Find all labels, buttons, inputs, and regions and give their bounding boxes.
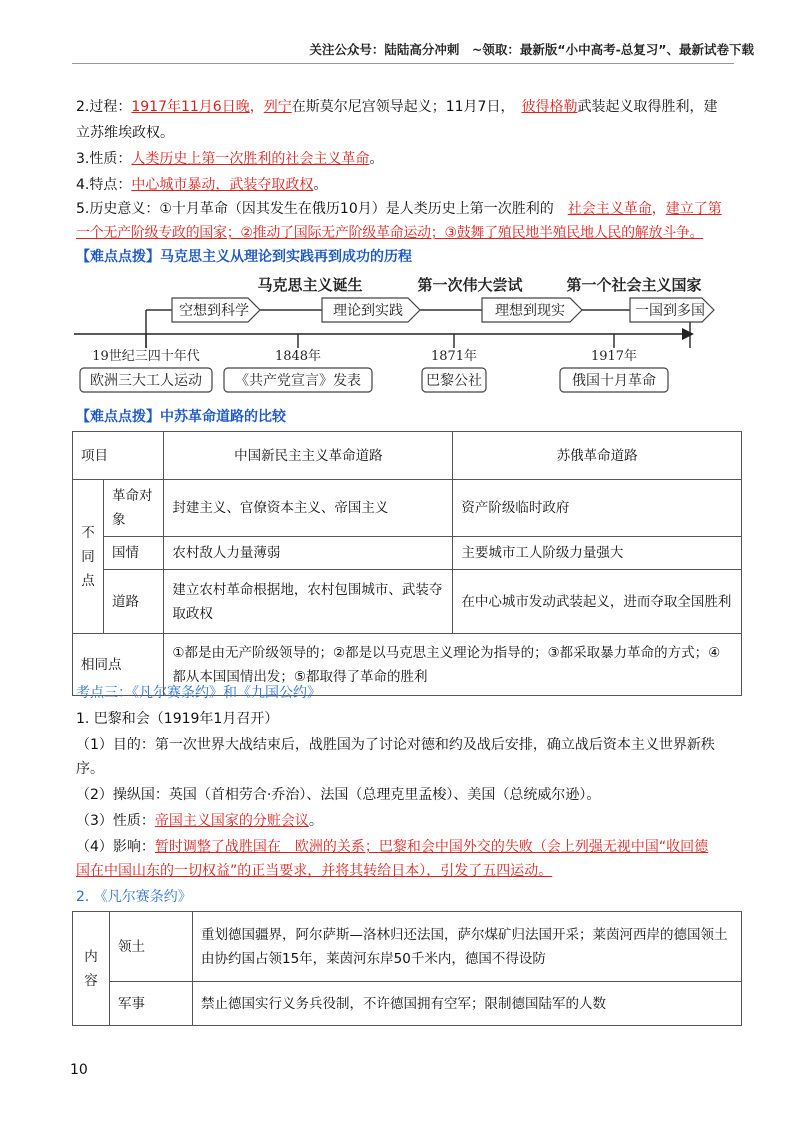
header-china: 中国新民主主义革命道路 — [164, 432, 453, 480]
event-label: 欧洲三大工人运动 — [90, 373, 202, 389]
highlight-petrograd: 彼得格勒 — [521, 99, 578, 115]
stage-label: 一国到多国 — [635, 303, 705, 319]
compare-table — [72, 431, 742, 696]
header-item: 项目 — [73, 432, 164, 480]
header-russia: 苏俄革命道路 — [453, 432, 742, 480]
page-number: 10 — [70, 1062, 88, 1078]
paragraph-purpose-cont: 序。 — [76, 761, 104, 777]
paragraph-significance-cont: 一个无产阶级专政的国家；②推动了国际无产阶级革命运动；③鼓舞了殖民地半殖民地人民的解放斗争。 — [76, 225, 704, 241]
table-row-item: 军事 — [110, 982, 193, 1026]
year-label: 1848年 — [274, 349, 322, 364]
table-cell-text: 重划德国疆界，阿尔萨斯—洛林归还法国，萨尔煤矿归法国开采；莱茵河西岸的德国领土由协约国占领15年，莱茵河东岸50千米内，德国不得设防 — [193, 912, 742, 982]
timeline-diagram — [70, 268, 740, 396]
top-label-first-attempt: 第一次伟大尝试 — [417, 276, 523, 294]
table-row-item: 国情 — [104, 537, 164, 570]
year-label: 1917年 — [590, 349, 638, 364]
page-header: 关注公众号：陆陆高分冲刺 ~领取：最新版“小中高考-总复习”、最新试卷下载 — [309, 42, 754, 57]
event-label: 巴黎公社 — [426, 373, 482, 389]
paragraph-feature: 4.特点：中心城市暴动，武装夺取政权。 — [76, 177, 328, 193]
stage-label: 空想到科学 — [179, 303, 249, 319]
table-cell-china: 建立农村革命根据地，农村包围城市、武装夺取政权 — [164, 570, 453, 634]
table-cell-russia: 主要城市工人阶级力量强大 — [453, 537, 742, 570]
paragraph-controllers: （2）操纵国：英国（首相劳合·乔治）、法国（总理克里孟梭）、美国（总统威尔逊）。 — [76, 787, 601, 803]
paragraph-impact: （4）影响：暂时调整了战胜国在 欧洲的关系；巴黎和会中国外交的失败（会上列强无视中国“收回德 — [76, 839, 709, 855]
table-cell-russia: 在中心城市发动武装起义，进而夺取全国胜利 — [453, 570, 742, 634]
table-row-item: 革命对象 — [104, 480, 164, 537]
different-points-label: 不同点 — [73, 480, 104, 634]
event-label: 《共产党宣言》发表 — [235, 373, 361, 389]
table-cell-russia: 资产阶级临时政府 — [453, 480, 742, 537]
paragraph-nature: 3.性质：人类历史上第一次胜利的社会主义革命。 — [76, 151, 384, 167]
timeline-title: 【难点点拨】马克思主义从理论到实践再到成功的历程 — [76, 249, 412, 265]
event-label: 俄国十月革命 — [572, 373, 656, 389]
table-row-item: 道路 — [104, 570, 164, 634]
axis-arrowhead — [682, 328, 694, 340]
paragraph-significance: 5.历史意义：①十月革命（因其发生在俄历10月）是人类历史上第一次胜利的 社会主义革命，建立了第 — [76, 201, 722, 217]
paragraph-purpose: （1）目的：第一次世界大战结束后，战胜国为了讨论对德和约及战后安排，确立战后资本主义世界新秩 — [76, 737, 715, 753]
paragraph-impact-cont: 国在中国山东的一切权益”的正当要求，并将其转给日本），引发了五四运动。 — [76, 863, 553, 879]
section3-heading-versailles: 2. 《凡尔赛条约》 — [76, 889, 192, 905]
content-label: 内容 — [73, 912, 110, 1026]
same-points-label: 相同点 — [73, 634, 164, 696]
year-label: 1871年 — [430, 349, 478, 364]
table-cell-china: 封建主义、官僚资本主义、帝国主义 — [164, 480, 453, 537]
section3-heading-paris: 1. 巴黎和会（1919年1月召开） — [76, 711, 279, 727]
compare-title: 【难点点拨】中苏革命道路的比较 — [76, 409, 286, 425]
section3-title: 考点三：《凡尔赛条约》和《九国公约》 — [76, 685, 321, 701]
highlight-lenin: 列宁 — [263, 99, 292, 115]
table-cell-china: 农村敌人力量薄弱 — [164, 537, 453, 570]
stage-label: 理论到实践 — [333, 303, 403, 319]
top-label-first-socialist-state: 第一个社会主义国家 — [566, 276, 702, 294]
year-label: 19世纪三四十年代 — [92, 349, 200, 364]
versailles-table — [72, 911, 742, 1026]
paragraph-process: 2.过程：1917年11月6日晚，列宁在斯莫尔尼宫领导起义；11月7日， 彼得格勒武装起义取得胜利，建 — [76, 99, 718, 115]
table-row-item: 领土 — [110, 912, 193, 982]
top-label-marxism-birth: 马克思主义诞生 — [257, 276, 363, 294]
table-cell-text: 禁止德国实行义务兵役制，不许德国拥有空军；限制德国陆军的人数 — [193, 982, 742, 1026]
header-divider — [72, 63, 734, 64]
stage-label: 理想到现实 — [495, 303, 565, 319]
paragraph-process-cont: 立苏维埃政权。 — [76, 125, 174, 141]
same-points-text: ①都是由无产阶级领导的；②都是以马克思主义理论为指导的；③都采取暴力革命的方式；④都从本国国情出发；⑤都取得了革命的胜利 — [164, 634, 742, 696]
paragraph-conference-nature: （3）性质：帝国主义国家的分赃会议。 — [76, 813, 323, 829]
highlight-date: 1917年11月6日晚 — [131, 99, 250, 115]
